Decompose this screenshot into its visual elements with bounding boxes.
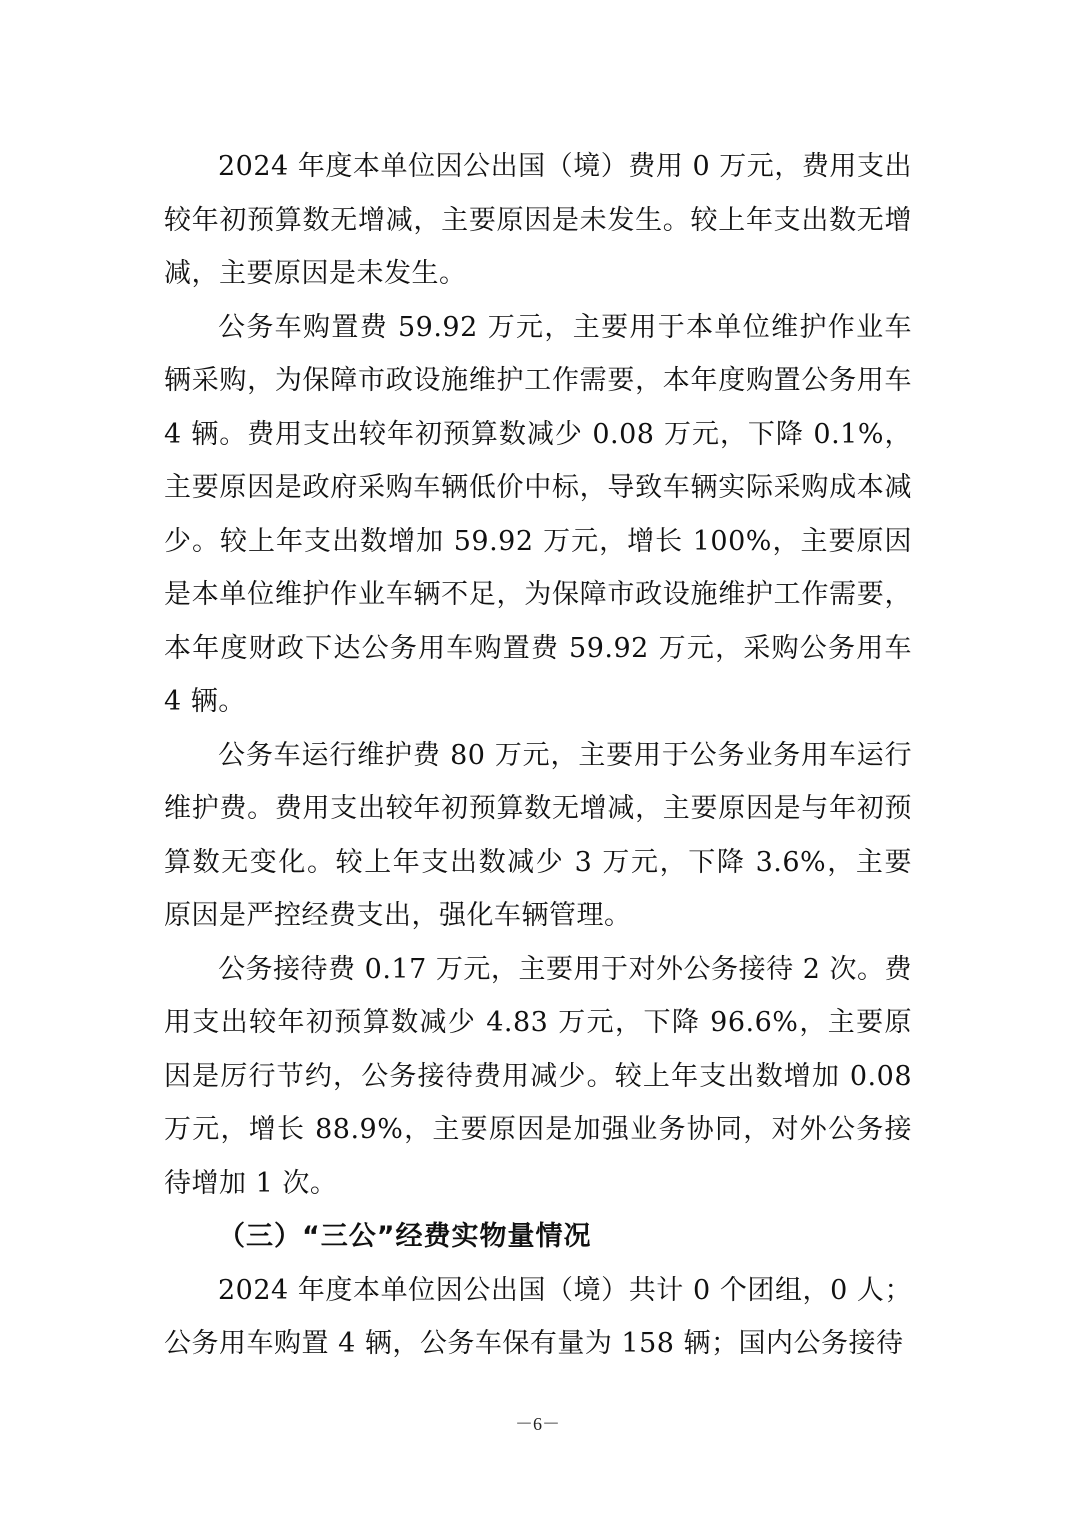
- page-number: －6－: [515, 1414, 560, 1434]
- paragraph-vehicle-maintenance: 公务车运行维护费 80 万元，主要用于公务业务用车运行维护费。费用支出较年初预算数无增减，主要原因是与年初预算数无变化。较上年支出数减少 3 万元，下降 3.6%，主要原因是严控经费支出，强化车辆管理。: [164, 739, 912, 931]
- paragraph-overseas-travel: 2024 年度本单位因公出国（境）费用 0 万元，费用支出较年初预算数无增减，主要原因是未发生。较上年支出数无增减，主要原因是未发生。: [164, 151, 912, 289]
- paragraph-physical-quantity: 2024 年度本单位因公出国（境）共计 0 个团组，0 人；公务用车购置 4 辆，公务车保有量为 158 辆；国内公务接待: [164, 1274, 912, 1359]
- document-body: [164, 140, 912, 1371]
- paragraph-vehicle-purchase: 公务车购置费 59.92 万元，主要用于本单位维护作业车辆采购，为保障市政设施维护工作需要，本年度购置公务用车 4 辆。费用支出较年初预算数减少 0.08 万元，下降 0.1%，主要原因是政府采购车辆低价中标，导致车辆实际采购成本减少。较上年支出数增加 59.92 万元，增长 100%，主要原因是本单位维护作业车辆不足，为保障市政设施维护工作需要，本年度财政下达公务用车购置费 59.92 万元，采购公务用车 4 辆。: [164, 311, 912, 717]
- section-heading: （三）“三公”经费实物量情况: [218, 1221, 592, 1252]
- paragraph-reception: 公务接待费 0.17 万元，主要用于对外公务接待 2 次。费用支出较年初预算数减少 4.83 万元，下降 96.6%，主要原因是厉行节约，公务接待费用减少。较上年支出数增加 0.08 万元，增长 88.9%，主要原因是加强业务协同，对外公务接待增加 1 次。: [164, 953, 912, 1199]
